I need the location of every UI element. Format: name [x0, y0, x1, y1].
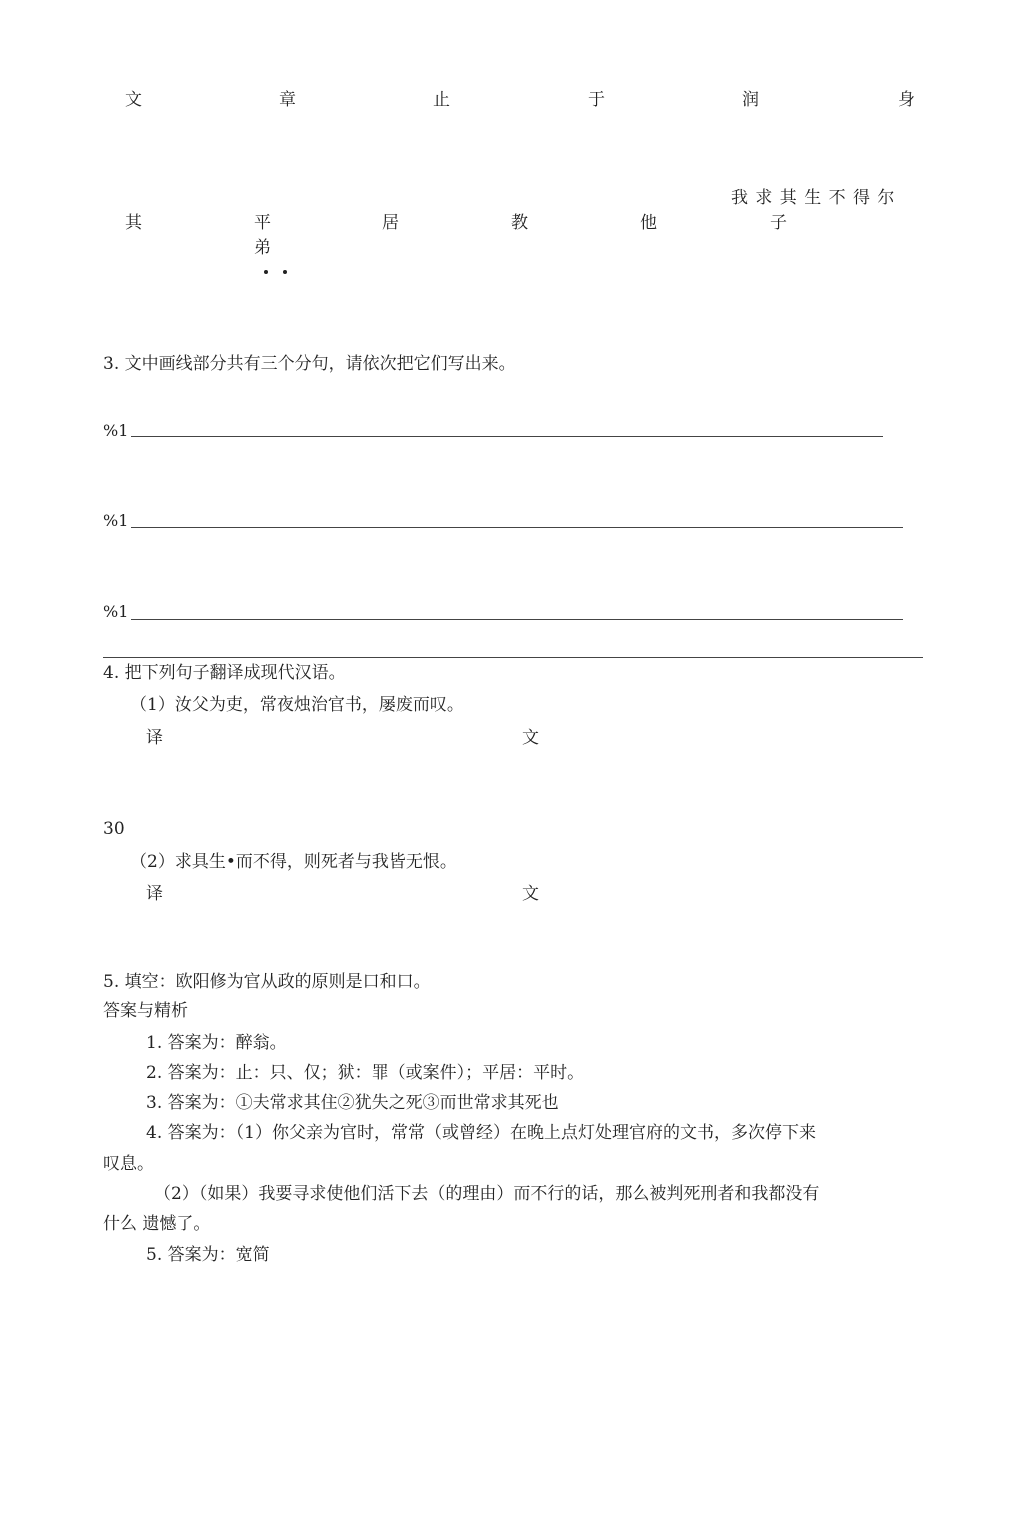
page-number: 30: [103, 819, 125, 839]
question-3: 3. 文中画线部分共有三个分句，请依次把它们写出来。: [103, 354, 516, 374]
translation-label: 译: [146, 884, 163, 904]
answer-1: 1. 答案为：醉翁。: [146, 1033, 287, 1053]
question-5: 5. 填空：欧阳修为官从政的原则是口和口。: [103, 972, 431, 992]
answer-4-line-1: 4. 答案为：（1）你父亲为官时，常常（或曾经）在晚上点灯处理官府的文书，多次停下来: [146, 1123, 816, 1143]
translation-label: 文: [522, 728, 539, 748]
answer-blank-line[interactable]: [131, 619, 903, 620]
blank-label: %1: [103, 421, 129, 440]
row2-char: 他: [640, 213, 657, 233]
answer-4-line-2: 叹息。: [103, 1154, 154, 1174]
row2-char: 居: [382, 213, 399, 233]
sentence-2: （2）求具生•而不得，则死者与我皆无恨。: [130, 852, 457, 872]
row1-char: 润: [742, 90, 759, 110]
row2-lower-right-text: 子: [770, 213, 787, 233]
blank-label: %1: [103, 511, 129, 530]
answers-heading: 答案与精析: [103, 1001, 188, 1021]
row2-char: 平: [254, 213, 271, 233]
answer-4-2-line-1: （2）（如果）我要寻求使他们活下去（的理由）而不行的话，那么被判死刑者和我都没有: [154, 1184, 820, 1204]
answer-blank-line[interactable]: [131, 527, 903, 528]
row2-upper-right-text: 我 求 其 生 不 得 尔: [731, 188, 896, 208]
row2-char: 教: [511, 213, 528, 233]
blank-label: %1: [103, 602, 129, 621]
row1-char: 止: [433, 90, 450, 110]
row1-char: 文: [125, 90, 142, 110]
sentence-1: （1）汝父为吏，常夜烛治官书，屡废而叹。: [130, 695, 464, 715]
row1-char: 身: [898, 90, 915, 110]
emphasis-dot: [283, 270, 287, 274]
answer-3: 3. 答案为：①夫常求其住②犹失之死③而世常求其死也: [146, 1093, 559, 1113]
translation-label: 文: [522, 884, 539, 904]
emphasis-dot: [264, 270, 268, 274]
answer-blank-line[interactable]: [131, 436, 883, 437]
section-divider: [103, 657, 923, 658]
row1-char: 于: [588, 90, 605, 110]
question-4: 4. 把下列句子翻译成现代汉语。: [103, 663, 346, 683]
answer-4-2-line-2: 什么 遗憾了。: [103, 1214, 211, 1234]
row1-char: 章: [279, 90, 296, 110]
answer-2: 2. 答案为：止：只、仅；狱：罪（或案件）；平居：平时。: [146, 1063, 585, 1083]
row2-char-under: 弟: [254, 238, 271, 258]
translation-label: 译: [146, 728, 163, 748]
row2-char: 其: [125, 213, 142, 233]
answer-5: 5. 答案为：宽简: [146, 1245, 270, 1265]
